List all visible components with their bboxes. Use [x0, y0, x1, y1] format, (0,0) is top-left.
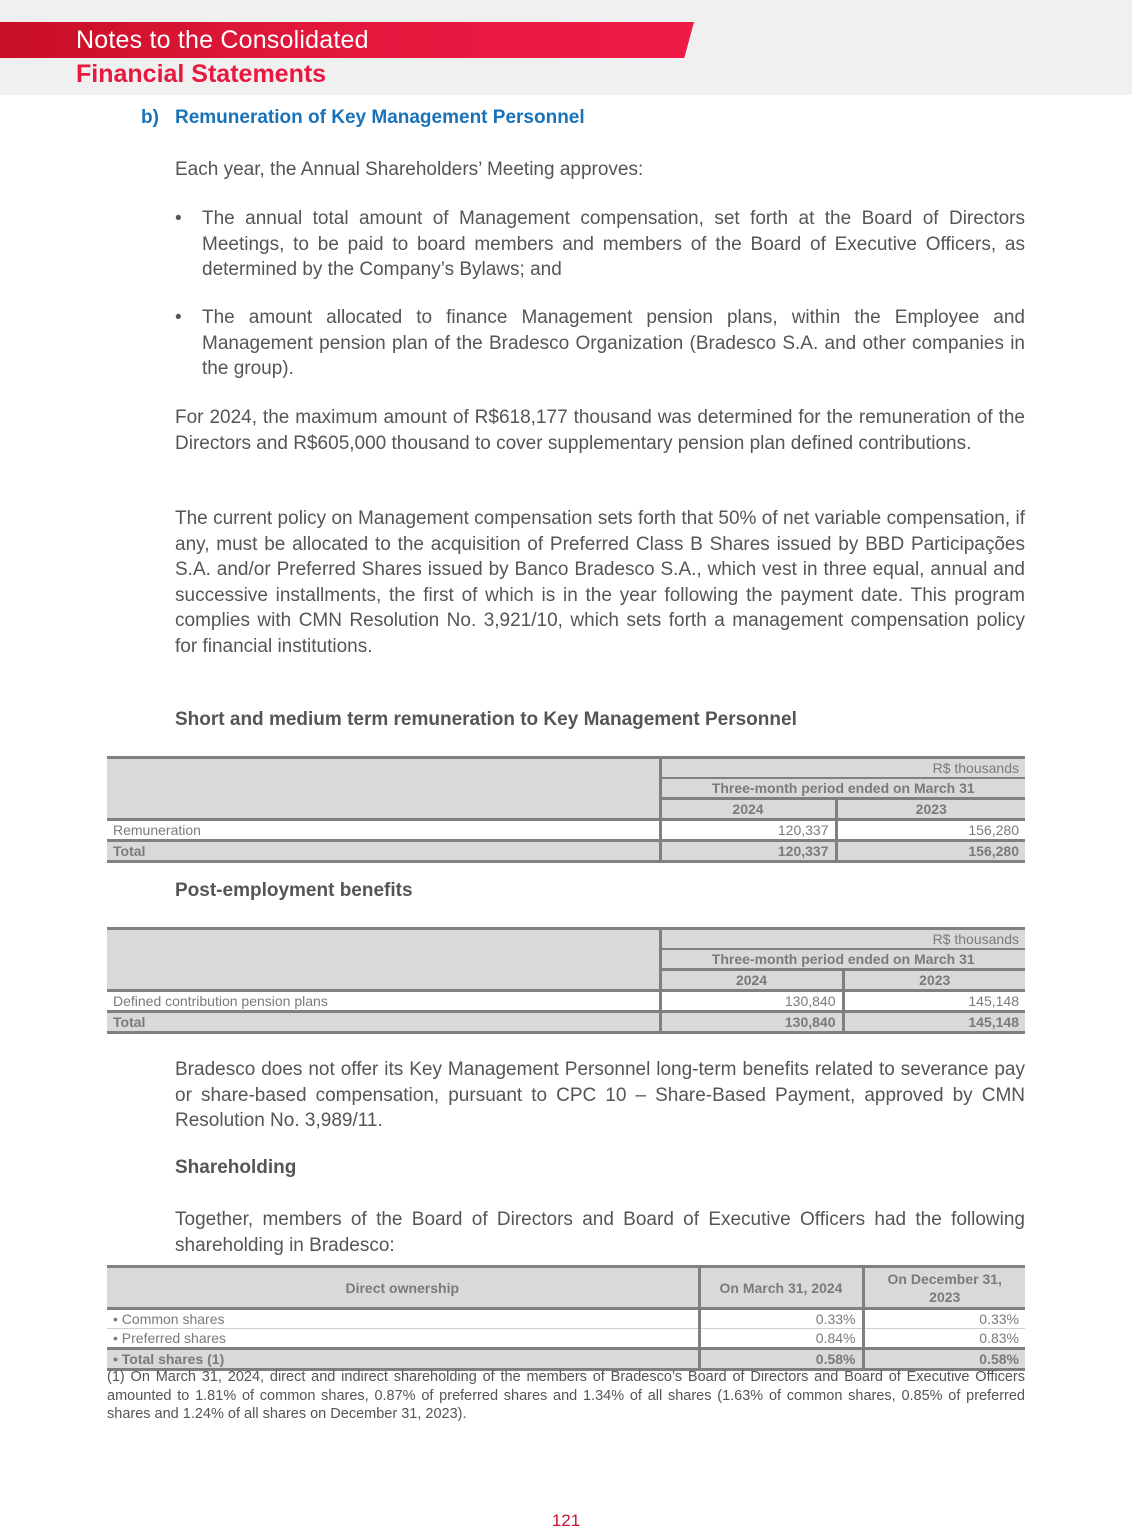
shareholding-intro: Together, members of the Board of Directors and Board of Executive Officers had the following shareholding in Bradesco: — [175, 1209, 1025, 1256]
cell-value: 156,280 — [836, 820, 1025, 841]
table-row — [107, 1329, 1025, 1349]
row-label: Defined contribution pension plans — [107, 991, 660, 1012]
bullet-item — [175, 305, 1025, 383]
table-row — [107, 1309, 1025, 1329]
row-label: Total — [107, 1012, 660, 1033]
row-label: • Preferred shares — [107, 1329, 699, 1349]
section-heading — [141, 107, 585, 129]
paragraph-compensation-policy: The current policy on Management compensation sets forth that 50% of net variable compensation, if any, must be allocated to the acquisition of Preferred Class B Shares issued by BBD Participações S.A. and/or Preferred Shares issued by Banco Bradesco S.A., which vest in three equal, annual and successive installments, the first of which is in the year following the payment date. This program complies with CMN Resolution No. 3,921/10, which sets forth a management compensation policy for financial institutions. — [175, 508, 1025, 657]
row-label: • Common shares — [107, 1309, 699, 1329]
section-label: b) — [141, 107, 159, 128]
cell-value: 145,148 — [843, 991, 1025, 1012]
post-employment-table — [107, 927, 1025, 1034]
shareholding-heading: Shareholding — [175, 1157, 297, 1178]
cell-value: 130,840 — [660, 991, 843, 1012]
long-term-benefits-paragraph: Bradesco does not offer its Key Management Personnel long-term benefits related to severance pay or share-based compensation, pursuant to CPC 10 – Share-Based Payment, approved by CMN Resolution No. 3,989/11. — [175, 1059, 1025, 1131]
page-number: 121 — [551, 1511, 581, 1530]
header-title-line1: Notes to the Consolidated — [76, 26, 369, 54]
cell-value: 156,280 — [836, 841, 1025, 862]
intro-paragraph: Each year, the Annual Shareholders’ Meeting approves: — [175, 159, 644, 180]
cell-value: 145,148 — [843, 1012, 1025, 1033]
table-row-total — [107, 841, 1025, 862]
cell-value: 130,840 — [660, 1012, 843, 1033]
column-header: On March 31, 2024 — [699, 1267, 863, 1309]
cell-value: 120,337 — [660, 841, 836, 862]
cell-value: 0.58% — [863, 1349, 1025, 1370]
row-label: Remuneration — [107, 820, 660, 841]
column-header: 2023 — [836, 799, 1025, 820]
row-label: • Total shares (1) — [107, 1349, 699, 1370]
column-header: 2023 — [843, 970, 1025, 991]
row-label: Total — [107, 841, 660, 862]
table-header-blank — [107, 758, 660, 820]
unit-label: R$ thousands — [660, 929, 1025, 950]
bullet-text: The annual total amount of Management compensation, set forth at the Board of Directors Meetings, to be paid to board members and members of the Board of Executive Officers, as determined by the Company’s Bylaws; and — [202, 208, 1025, 280]
bullet-icon: • — [175, 307, 182, 328]
column-header: On December 31, 2023 — [863, 1267, 1025, 1309]
shareholding-table — [107, 1265, 1025, 1371]
table-row-total — [107, 1349, 1025, 1370]
cell-value: 0.83% — [863, 1329, 1025, 1349]
table-row — [107, 820, 1025, 841]
period-label: Three-month period ended on March 31 — [660, 949, 1025, 970]
section-title: Remuneration of Key Management Personnel — [175, 107, 585, 128]
cell-value: 0.58% — [699, 1349, 863, 1370]
unit-label: R$ thousands — [660, 758, 1025, 779]
shareholding-footnote: (1) On March 31, 2024, direct and indirect shareholding of the members of Bradesco’s Board of Directors and Board of Executive Officers amounted to 1.81% of common shares, 0.87% of preferred shares and 1.34% of all shares (1.63% of common shares, 0.85% of preferred shares and 1.24% of all shares on December 31, 2023). — [107, 1369, 1025, 1422]
short-term-heading: Short and medium term remuneration to Key Management Personnel — [175, 709, 797, 730]
table-row — [107, 991, 1025, 1012]
column-header: Direct ownership — [107, 1267, 699, 1309]
cell-value: 0.33% — [863, 1309, 1025, 1329]
cell-value: 0.84% — [699, 1329, 863, 1349]
short-term-table — [107, 756, 1025, 863]
paragraph-2024-amounts: For 2024, the maximum amount of R$618,177 thousand was determined for the remuneration of the Directors and R$605,000 thousand to cover supplementary pension plan defined contributions. — [175, 407, 1025, 454]
column-header: 2024 — [660, 970, 843, 991]
column-header: 2024 — [660, 799, 836, 820]
cell-value: 120,337 — [660, 820, 836, 841]
period-label: Three-month period ended on March 31 — [660, 778, 1025, 799]
table-header-blank — [107, 929, 660, 991]
header-title-line2: Financial Statements — [76, 60, 327, 88]
bullet-icon: • — [175, 208, 182, 229]
bullet-text: The amount allocated to finance Management pension plans, within the Employee and Management pension plan of the Bradesco Organization (Bradesco S.A. and other companies in the group). — [202, 307, 1025, 379]
table-row-total — [107, 1012, 1025, 1033]
bullet-item — [175, 206, 1025, 284]
cell-value: 0.33% — [699, 1309, 863, 1329]
post-employment-heading: Post-employment benefits — [175, 880, 413, 901]
